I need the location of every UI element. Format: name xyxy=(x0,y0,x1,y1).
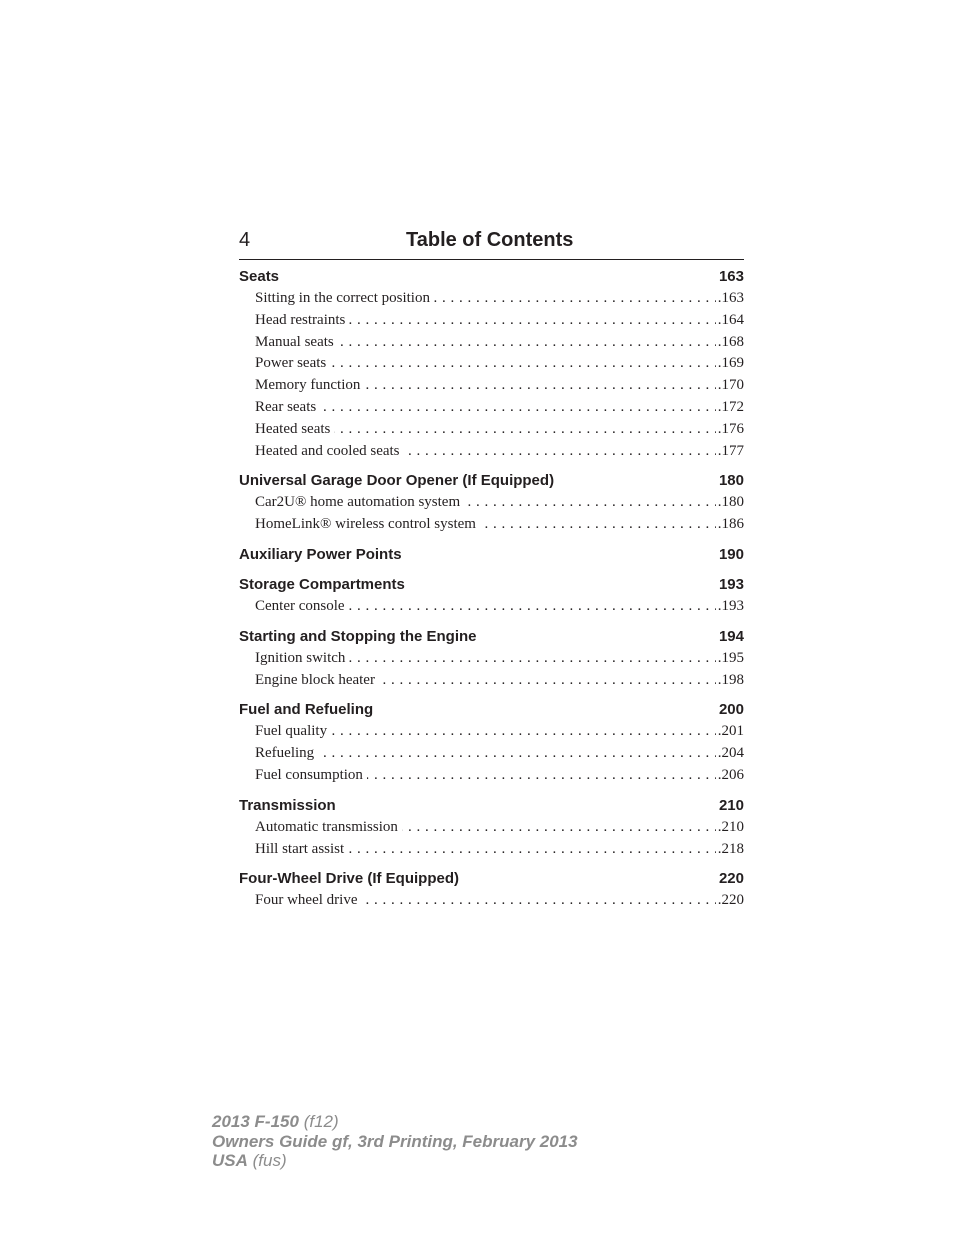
toc-entry[interactable] xyxy=(255,743,744,765)
section-page: 190 xyxy=(718,545,744,563)
toc-section-heading[interactable] xyxy=(239,574,744,596)
entry-page: .168 xyxy=(716,332,744,354)
entry-label: Four wheel drive xyxy=(255,892,361,908)
toc-entry[interactable] xyxy=(255,332,744,354)
section-title: Transmission xyxy=(239,796,336,814)
toc-entry[interactable] xyxy=(255,441,744,463)
entry-label: Refueling xyxy=(255,745,318,761)
toc-entry[interactable] xyxy=(255,353,744,375)
section-title: Seats xyxy=(239,268,280,285)
footer-model: 2013 F-150 xyxy=(212,1112,299,1131)
entry-label: Manual seats xyxy=(255,334,338,350)
toc-entry[interactable] xyxy=(255,721,744,743)
entry-page: .176 xyxy=(716,419,744,441)
toc-entry[interactable] xyxy=(255,839,744,861)
toc-section-heading[interactable] xyxy=(239,699,744,721)
toc-entry[interactable] xyxy=(255,670,744,692)
toc-entry[interactable] xyxy=(255,375,744,397)
toc-section-heading[interactable] xyxy=(239,868,744,890)
toc-entry[interactable] xyxy=(255,596,744,618)
toc-entry[interactable] xyxy=(255,648,744,670)
entry-page: .198 xyxy=(716,670,744,692)
entry-page: .210 xyxy=(716,817,744,839)
entry-page: .163 xyxy=(716,288,744,310)
entry-page: .204 xyxy=(716,743,744,765)
toc-section xyxy=(239,868,744,912)
toc-section-heading[interactable] xyxy=(239,470,744,492)
entry-label: Rear seats xyxy=(255,399,320,415)
entry-page: .201 xyxy=(716,721,744,743)
footer-model-line xyxy=(212,1112,578,1132)
footer-model-code: (f12) xyxy=(303,1112,339,1131)
section-page: 194 xyxy=(718,627,744,645)
document-footer xyxy=(212,1112,578,1171)
entry-label: Heated seats xyxy=(255,421,334,437)
entry-label: Fuel quality xyxy=(255,723,331,739)
toc-entry[interactable] xyxy=(255,288,744,310)
section-page: 220 xyxy=(718,870,744,888)
entry-page: .193 xyxy=(716,596,744,618)
section-title: Fuel and Refueling xyxy=(239,701,374,719)
toc-section-heading[interactable] xyxy=(239,626,744,648)
toc-section xyxy=(239,266,744,462)
toc-section-heading[interactable] xyxy=(239,544,744,566)
entry-label: Automatic transmission xyxy=(255,819,402,835)
entry-label: Sitting in the correct position xyxy=(255,290,434,306)
section-title: Universal Garage Door Opener (If Equipped) xyxy=(239,472,555,490)
entry-page: .180 xyxy=(716,492,744,514)
section-title: Starting and Stopping the Engine xyxy=(239,627,477,645)
entry-page: .195 xyxy=(716,648,744,670)
entry-label: Engine block heater xyxy=(255,672,379,688)
toc-entry[interactable] xyxy=(255,419,744,441)
toc-entry[interactable] xyxy=(255,765,744,787)
footer-guide: Owners Guide gf, 3rd Printing, February 2013 xyxy=(212,1131,578,1151)
section-page: 163 xyxy=(718,268,744,285)
entry-page: .172 xyxy=(716,397,744,419)
toc-entry[interactable] xyxy=(255,310,744,332)
toc-entry[interactable] xyxy=(255,817,744,839)
entry-label: HomeLink® wireless control system xyxy=(255,516,480,532)
entry-label: Memory function xyxy=(255,377,364,393)
entry-label: Heated and cooled seats xyxy=(255,443,404,459)
entry-label: Head restraints xyxy=(255,312,349,328)
entry-page: .169 xyxy=(716,353,744,375)
entry-label: Hill start assist xyxy=(255,841,348,857)
entry-label: Power seats xyxy=(255,355,330,371)
section-page: 193 xyxy=(718,575,744,593)
toc-entry[interactable] xyxy=(255,890,744,912)
entry-page: .177 xyxy=(716,441,744,463)
section-page: 210 xyxy=(718,796,744,814)
footer-region-line xyxy=(212,1151,578,1171)
entry-page: .164 xyxy=(716,310,744,332)
entry-label: Car2U® home automation system xyxy=(255,494,464,510)
entry-page: .206 xyxy=(716,765,744,787)
toc-section xyxy=(239,699,744,786)
entry-label: Center console xyxy=(255,598,349,614)
section-title: Auxiliary Power Points xyxy=(239,545,402,563)
toc-entry[interactable] xyxy=(255,514,744,536)
section-title: Storage Compartments xyxy=(239,575,405,593)
toc-section-heading[interactable] xyxy=(239,795,744,817)
entry-page: .186 xyxy=(716,514,744,536)
entry-label: Fuel consumption xyxy=(255,767,367,783)
page-number: 4 xyxy=(239,229,251,251)
table-of-contents xyxy=(239,266,744,920)
toc-section xyxy=(239,470,744,536)
section-page: 180 xyxy=(718,472,744,490)
section-page: 200 xyxy=(718,701,744,719)
page-header xyxy=(239,229,744,260)
entry-page: .220 xyxy=(716,890,744,912)
toc-section xyxy=(239,795,744,861)
footer-region: USA xyxy=(212,1151,248,1170)
toc-section xyxy=(239,626,744,692)
toc-entry[interactable] xyxy=(255,397,744,419)
page-title: Table of Contents xyxy=(406,229,574,251)
toc-section xyxy=(239,574,744,618)
entry-page: .170 xyxy=(716,375,744,397)
entry-page: .218 xyxy=(716,839,744,861)
toc-section-heading[interactable] xyxy=(239,266,744,288)
section-title: Four-Wheel Drive (If Equipped) xyxy=(239,870,459,888)
toc-entry[interactable] xyxy=(255,492,744,514)
entry-label: Ignition switch xyxy=(255,650,349,666)
toc-section xyxy=(239,544,744,566)
footer-region-code: (fus) xyxy=(252,1151,287,1170)
